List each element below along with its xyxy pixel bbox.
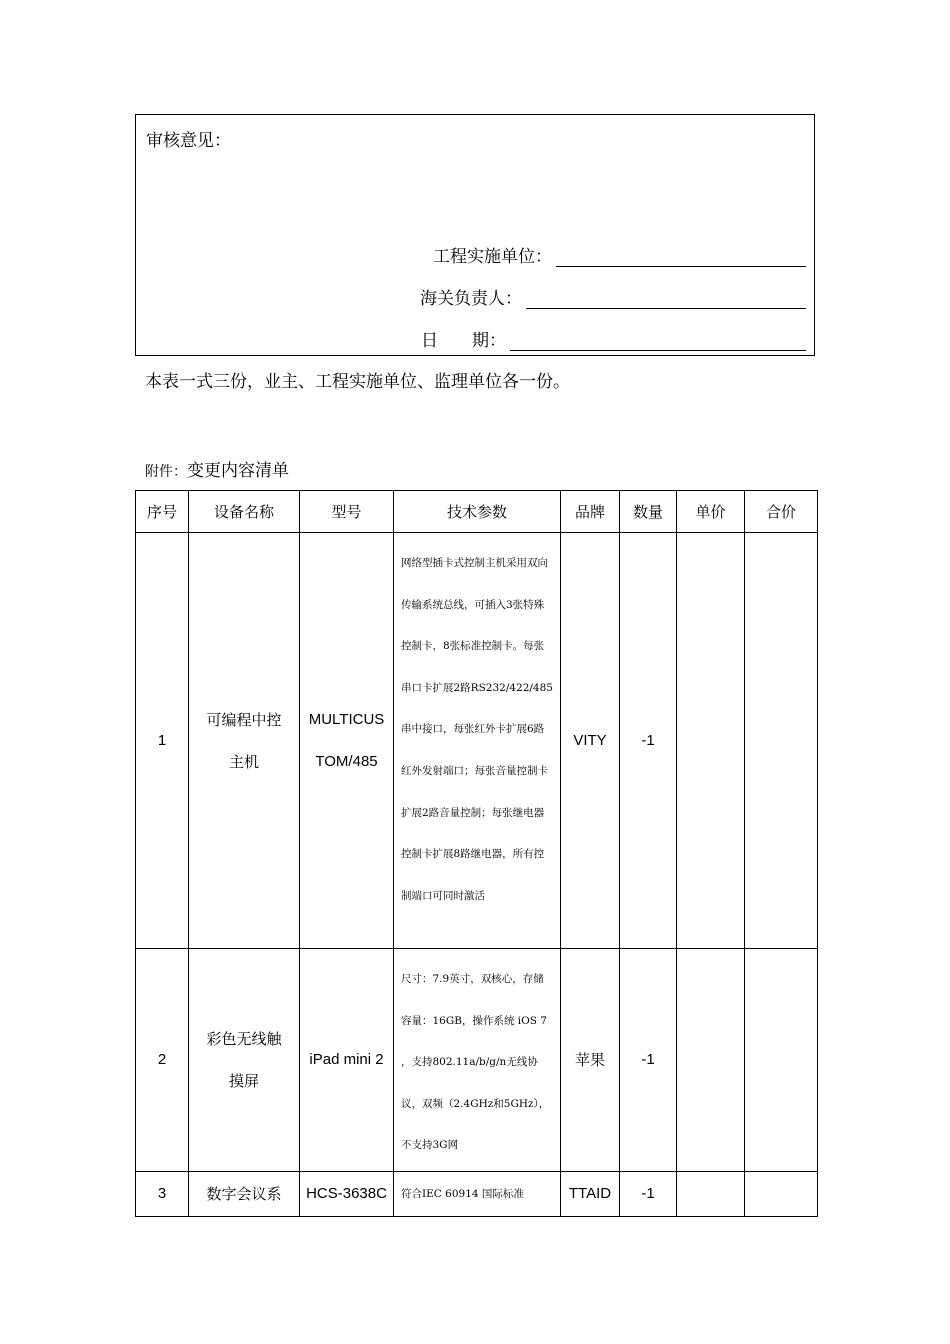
customs-signature-line bbox=[420, 284, 806, 309]
row-total bbox=[745, 1171, 818, 1216]
row-no: 3 bbox=[136, 1171, 189, 1216]
row-spec: 网络型插卡式控制主机采用双向传输系统总线，可插入3张特殊控制卡，8张标准控制卡。每张串口卡扩展2路RS232/422/485串中接口，每张红外卡扩展6路红外发射端口；每张音量控制卡扩展2路音量控制；每张继电器控制卡扩展8路继电器，所有控制端口可同时激活 bbox=[394, 533, 561, 949]
row-model: iPad mini 2 bbox=[300, 949, 394, 1172]
row-brand: 苹果 bbox=[561, 949, 620, 1172]
row-unit-price bbox=[677, 1171, 745, 1216]
row-model: HCS-3638C bbox=[300, 1171, 394, 1216]
header-qty: 数量 bbox=[620, 491, 677, 533]
row-name: 彩色无线触摸屏 bbox=[189, 949, 300, 1172]
row-name: 可编程中控主机 bbox=[189, 533, 300, 949]
customs-signature-field[interactable] bbox=[526, 288, 806, 309]
copies-note: 本表一式三份，业主、工程实施单位、监理单位各一份。 bbox=[145, 372, 570, 392]
date-line bbox=[421, 326, 806, 351]
row-total bbox=[745, 949, 818, 1172]
date-field[interactable] bbox=[510, 330, 806, 351]
row-no: 1 bbox=[136, 533, 189, 949]
row-total bbox=[745, 533, 818, 949]
date-label: 日 期： bbox=[421, 331, 506, 351]
row-no: 2 bbox=[136, 949, 189, 1172]
header-name: 设备名称 bbox=[189, 491, 300, 533]
row-unit-price bbox=[677, 949, 745, 1172]
table-row bbox=[136, 949, 818, 1172]
row-spec: 符合IEC 60914 国际标准 bbox=[394, 1171, 561, 1216]
change-items-table bbox=[135, 490, 818, 1217]
header-no: 序号 bbox=[136, 491, 189, 533]
review-box bbox=[135, 114, 815, 356]
review-title: 审核意见： bbox=[146, 131, 231, 151]
row-spec: 尺寸：7.9英寸，双核心，存储容量：16GB，操作系统 iOS 7 ，支持802.11a/b/g/n无线协议，双频（2.4GHz和5GHz），不支持3G网 bbox=[394, 949, 561, 1172]
attachment-name: 变更内容清单 bbox=[187, 461, 289, 481]
unit-signature-field[interactable] bbox=[556, 246, 806, 267]
header-spec: 技术参数 bbox=[394, 491, 561, 533]
table-header-row bbox=[136, 491, 818, 533]
header-unit-price: 单价 bbox=[677, 491, 745, 533]
unit-label: 工程实施单位： bbox=[433, 247, 552, 267]
table-row bbox=[136, 533, 818, 949]
row-name: 数字会议系 bbox=[189, 1171, 300, 1216]
table-row bbox=[136, 1171, 818, 1216]
customs-label: 海关负责人： bbox=[420, 289, 522, 309]
row-unit-price bbox=[677, 533, 745, 949]
row-qty: -1 bbox=[620, 533, 677, 949]
header-total: 合价 bbox=[745, 491, 818, 533]
row-qty: -1 bbox=[620, 949, 677, 1172]
row-qty: -1 bbox=[620, 1171, 677, 1216]
header-brand: 品牌 bbox=[561, 491, 620, 533]
attachment-title bbox=[145, 456, 289, 481]
row-brand: TTAID bbox=[561, 1171, 620, 1216]
attachment-prefix: 附件： bbox=[145, 464, 187, 480]
row-model: MULTICUSTOM/485 bbox=[300, 533, 394, 949]
unit-signature-line bbox=[433, 242, 806, 267]
row-brand: VITY bbox=[561, 533, 620, 949]
header-model: 型号 bbox=[300, 491, 394, 533]
